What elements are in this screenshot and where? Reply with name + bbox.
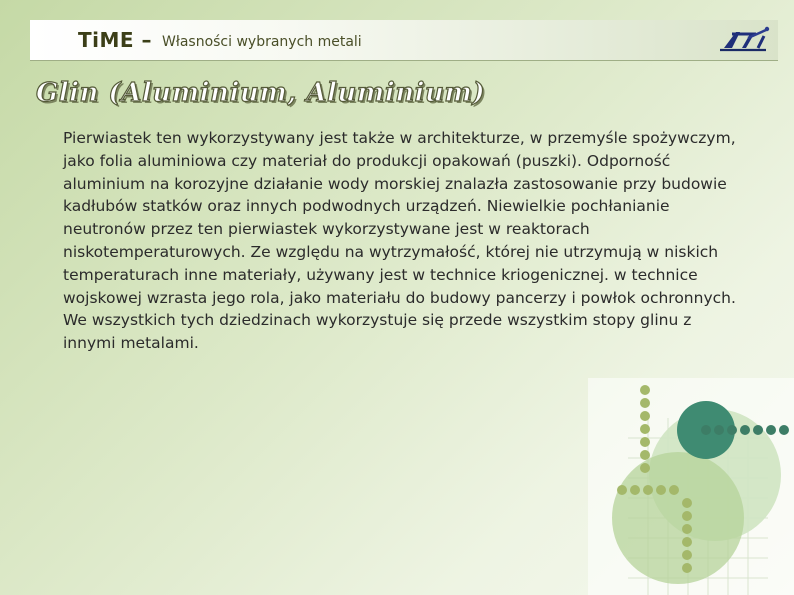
brand bbox=[78, 28, 152, 52]
brand-separator: – bbox=[134, 28, 153, 52]
brand-name: TiME bbox=[78, 28, 135, 52]
header-bar bbox=[30, 20, 778, 61]
slide-title: Glin (Aluminium, Aluminium) bbox=[36, 78, 486, 108]
ttt-logo-icon bbox=[714, 24, 772, 56]
decorative-circles-graphic bbox=[588, 378, 794, 595]
slide-body-text: Pierwiastek ten wykorzystywany jest także w architekturze, w przemyśle spożywczym, jako folia aluminiowa czy materiał do produkcji opakowań (puszki). Odporność aluminium na korozyjne działanie wody morskiej znalazła zastosowanie przy budowie kadłubów statków oraz innych podwodnych urządzeń. Niewielkie pochłanianie neutronów przez ten pierwiastek wykorzystywane jest w reaktorach niskotemperaturowych. Ze względu na wytrzymałość, której nie utrzymują w niskich temperaturach inne materiały, używany jest w technice kriogenicznej. w technice wojskowej wzrasta jego rola, jako materiału do budowy pancerzy i powłok ochronnych. We wszystkich tych dziedzinach wykorzystuje się przede wszystkim stopy glinu z innymi metalami. bbox=[63, 129, 736, 353]
header-subtitle: Własności wybranych metali bbox=[162, 34, 362, 50]
